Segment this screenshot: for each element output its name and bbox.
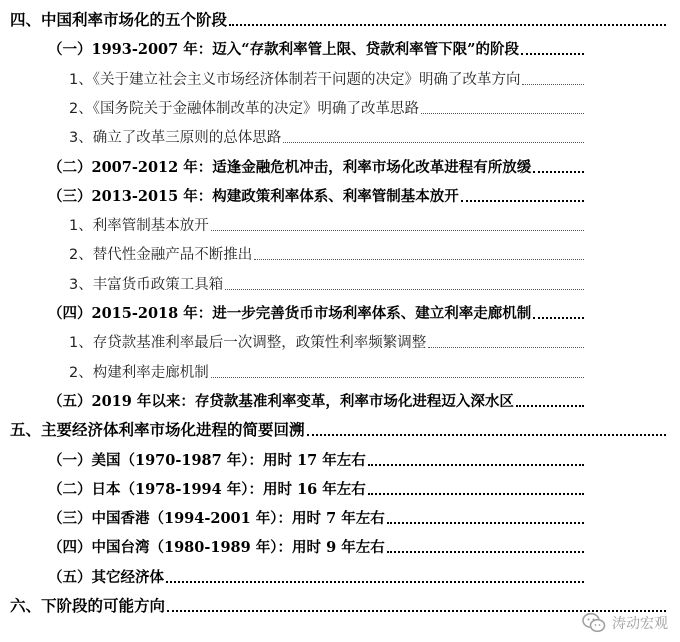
toc-dot-leader (387, 551, 584, 553)
toc-entry-text: （二）2007-2012 年：适逢金融危机冲击，利率市场化改革进程有所放缓 (48, 158, 532, 176)
toc-dot-leader (533, 317, 584, 319)
toc-subsection-row[interactable] (0, 236, 680, 264)
toc-entry-text: 3、丰富货币政策工具箱 (69, 276, 224, 293)
toc-chapter-row[interactable] (0, 2, 680, 30)
toc-entry-text: 2、替代性金融产品不断推出 (69, 247, 253, 264)
toc-entry-text: （一）美国（1970-1987 年）：用时 17 年左右 (48, 451, 366, 469)
toc-section-row[interactable] (0, 295, 680, 323)
toc-section-row[interactable] (0, 178, 680, 206)
toc-subsection-row[interactable] (0, 324, 680, 352)
toc-entry-text: 四、中国利率市场化的五个阶段 (10, 10, 228, 29)
toc-subsection-row[interactable] (0, 207, 680, 235)
toc-dot-leader (254, 259, 584, 260)
toc-dot-leader (368, 493, 584, 495)
toc-section-row[interactable] (0, 529, 680, 557)
toc-entry-text: 1、《关于建立社会主义市场经济体制若干问题的决定》明确了改革方向 (69, 71, 521, 88)
toc-entry-text: 3、确立了改革三原则的总体思路 (69, 130, 282, 147)
toc-dot-leader (283, 142, 584, 143)
toc-dot-leader (211, 377, 584, 378)
toc-entry-text: （四）中国台湾（1980-1989 年）：用时 9 年左右 (48, 539, 385, 557)
toc-section-row[interactable] (0, 471, 680, 499)
toc-section-row[interactable] (0, 442, 680, 470)
watermark (582, 612, 668, 634)
toc-section-row[interactable] (0, 500, 680, 528)
toc-dot-leader (521, 53, 584, 55)
toc-entry-text: 1、利率管制基本放开 (69, 218, 209, 235)
toc-subsection-row[interactable] (0, 61, 680, 89)
toc-entry-text: （二）日本（1978-1994 年）：用时 16 年左右 (48, 480, 366, 498)
toc-entry-text: （五）其它经济体 (48, 568, 164, 586)
toc-dot-leader (516, 405, 584, 407)
toc-entry-text: （三）2013-2015 年：构建政策利率体系、利率管制基本放开 (48, 187, 459, 205)
toc-entry-text: （三）中国香港（1994-2001 年）：用时 7 年左右 (48, 510, 385, 528)
toc-chapter-row[interactable] (0, 588, 680, 616)
toc-subsection-row[interactable] (0, 90, 680, 118)
toc-subsection-row[interactable] (0, 119, 680, 147)
toc-entry-text: （一）1993-2007 年：迈入“存款利率管上限、贷款利率管下限”的阶段 (48, 41, 519, 59)
toc-entry-text: 2、构建利率走廊机制 (69, 364, 209, 381)
toc-entry-text: 六、下阶段的可能方向 (10, 596, 166, 615)
toc-section-row[interactable] (0, 383, 680, 411)
toc-dot-leader (421, 113, 584, 114)
toc-dot-leader (307, 434, 666, 436)
toc-dot-leader (211, 230, 584, 231)
toc-entry-text: （五）2019 年以来：存贷款基准利率变革，利率市场化进程迈入深水区 (48, 392, 514, 410)
toc-dot-leader (387, 522, 584, 524)
toc-dot-leader (225, 289, 584, 290)
toc-dot-leader (461, 200, 584, 202)
toc-entry-text: 1、存贷款基准利率最后一次调整，政策性利率频繁调整 (69, 335, 427, 352)
toc-dot-leader (522, 84, 584, 85)
toc-section-row[interactable] (0, 559, 680, 587)
toc-chapter-row[interactable] (0, 412, 680, 440)
toc-section-row[interactable] (0, 149, 680, 177)
toc-entry-text: 2、《国务院关于金融体制改革的决定》明确了改革思路 (69, 100, 419, 117)
watermark-text: 涛动宏观 (612, 616, 668, 632)
toc-entry-text: （四）2015-2018 年：进一步完善货币市场利率体系、建立利率走廊机制 (48, 305, 532, 322)
toc-section-row[interactable] (0, 31, 680, 59)
toc-dot-leader (166, 581, 584, 583)
toc-dot-leader (368, 464, 584, 466)
toc-dot-leader (229, 24, 666, 26)
wechat-logo-icon (582, 612, 606, 634)
toc-dot-leader (428, 347, 584, 348)
toc-entry-text: 五、主要经济体利率市场化进程的简要回溯 (10, 420, 305, 440)
toc-dot-leader (533, 171, 584, 173)
toc-subsection-row[interactable] (0, 354, 680, 382)
toc-subsection-row[interactable] (0, 266, 680, 294)
